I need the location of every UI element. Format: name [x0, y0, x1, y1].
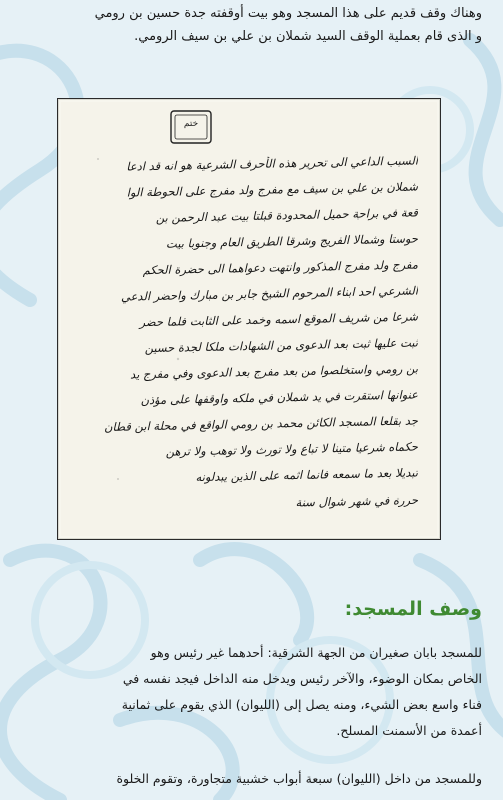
document-line: تبديلا بعد ما سمعه فانما اثمه على الذين يبدلونه [195, 465, 419, 485]
paragraph-line: للمسجد بابان صغيران من الجهة الشرقية: أحدهما غير رئيس وهو [150, 645, 482, 660]
document-line: الشرعي احد ابناء المرحوم الشيخ جابر بن مبارك واحضر الدعي [120, 283, 419, 304]
paragraph-line: الخاص بمكان الوضوء، والآخر رئيس ويدخل منه الداخل فيجد نفسه في [122, 671, 482, 686]
document-line: السبب الداعي الى تحرير هذه الأحرف الشرعية هو انه قد ادعا [126, 153, 419, 174]
document-line: حكماه شرعيا متينا لا تباع ولا تورث ولا توهب ولا ترهن [165, 439, 419, 459]
waqf-document-image [57, 98, 441, 540]
document-line: عنوانها استقرت في يد شملان في ملكه واوقفها على مؤذن [140, 387, 419, 408]
document-line: حرره في شهر شوال سنة [295, 492, 419, 510]
document-line: مفرج ولد مفرج المذكور وانتهت دعواهما الى حضرة الحكم [142, 257, 419, 278]
paragraph-line: أعمدة من الأسمنت المسلح. [336, 723, 482, 738]
document-line: جد بقلعا المسجد الكائن محمد بن رومي الواقع في محلة ابن قطان [103, 413, 419, 435]
section-heading: وصف المسجد: [344, 598, 482, 620]
document-line: قعة في براحة حميل المحدودة قبلتا بيت عبد الرحمن بن [155, 205, 419, 225]
continuation-paragraph [20, 766, 482, 792]
document-line: شرعا من شريف الموقع اسمه وخمد على الثابت فلما حضر [139, 309, 419, 330]
seal-text: ختم [183, 119, 199, 129]
document-line: شملان بن علي بن سيف مع مفرج ولد مفرج على الحوطة الوا [126, 179, 419, 200]
document-line: حوستا وشمالا الفريج وشرقا الطريق العام وجنوبا بيت [165, 231, 419, 251]
intro-line: و الذى قام بعملية الوقف السيد شملان بن علي بن سيف الرومي. [134, 29, 482, 44]
intro-paragraph [20, 2, 482, 48]
document-line: بن رومي واستخلصوا من بعد مفرج بعد الدعوى وفي مفرج يد [129, 361, 419, 382]
document-line: ثبت عليها ثبت بعد الدعوى من الشهادات ملكا لجدة حسين [144, 335, 419, 356]
paragraph-line: وللمسجد من داخل (الليوان) سبعة أبواب خشبية متجاورة، وتقوم الخلوة [116, 771, 482, 786]
description-paragraph [20, 640, 482, 744]
paragraph-line: فناء واسع بعض الشيء، ومنه يصل إلى (الليوان) الذي يقوم على ثمانية [121, 697, 482, 712]
intro-line: وهناك وقف قديم على هذا المسجد وهو بيت أوقفته جدة حسين بن رومي [94, 6, 482, 21]
